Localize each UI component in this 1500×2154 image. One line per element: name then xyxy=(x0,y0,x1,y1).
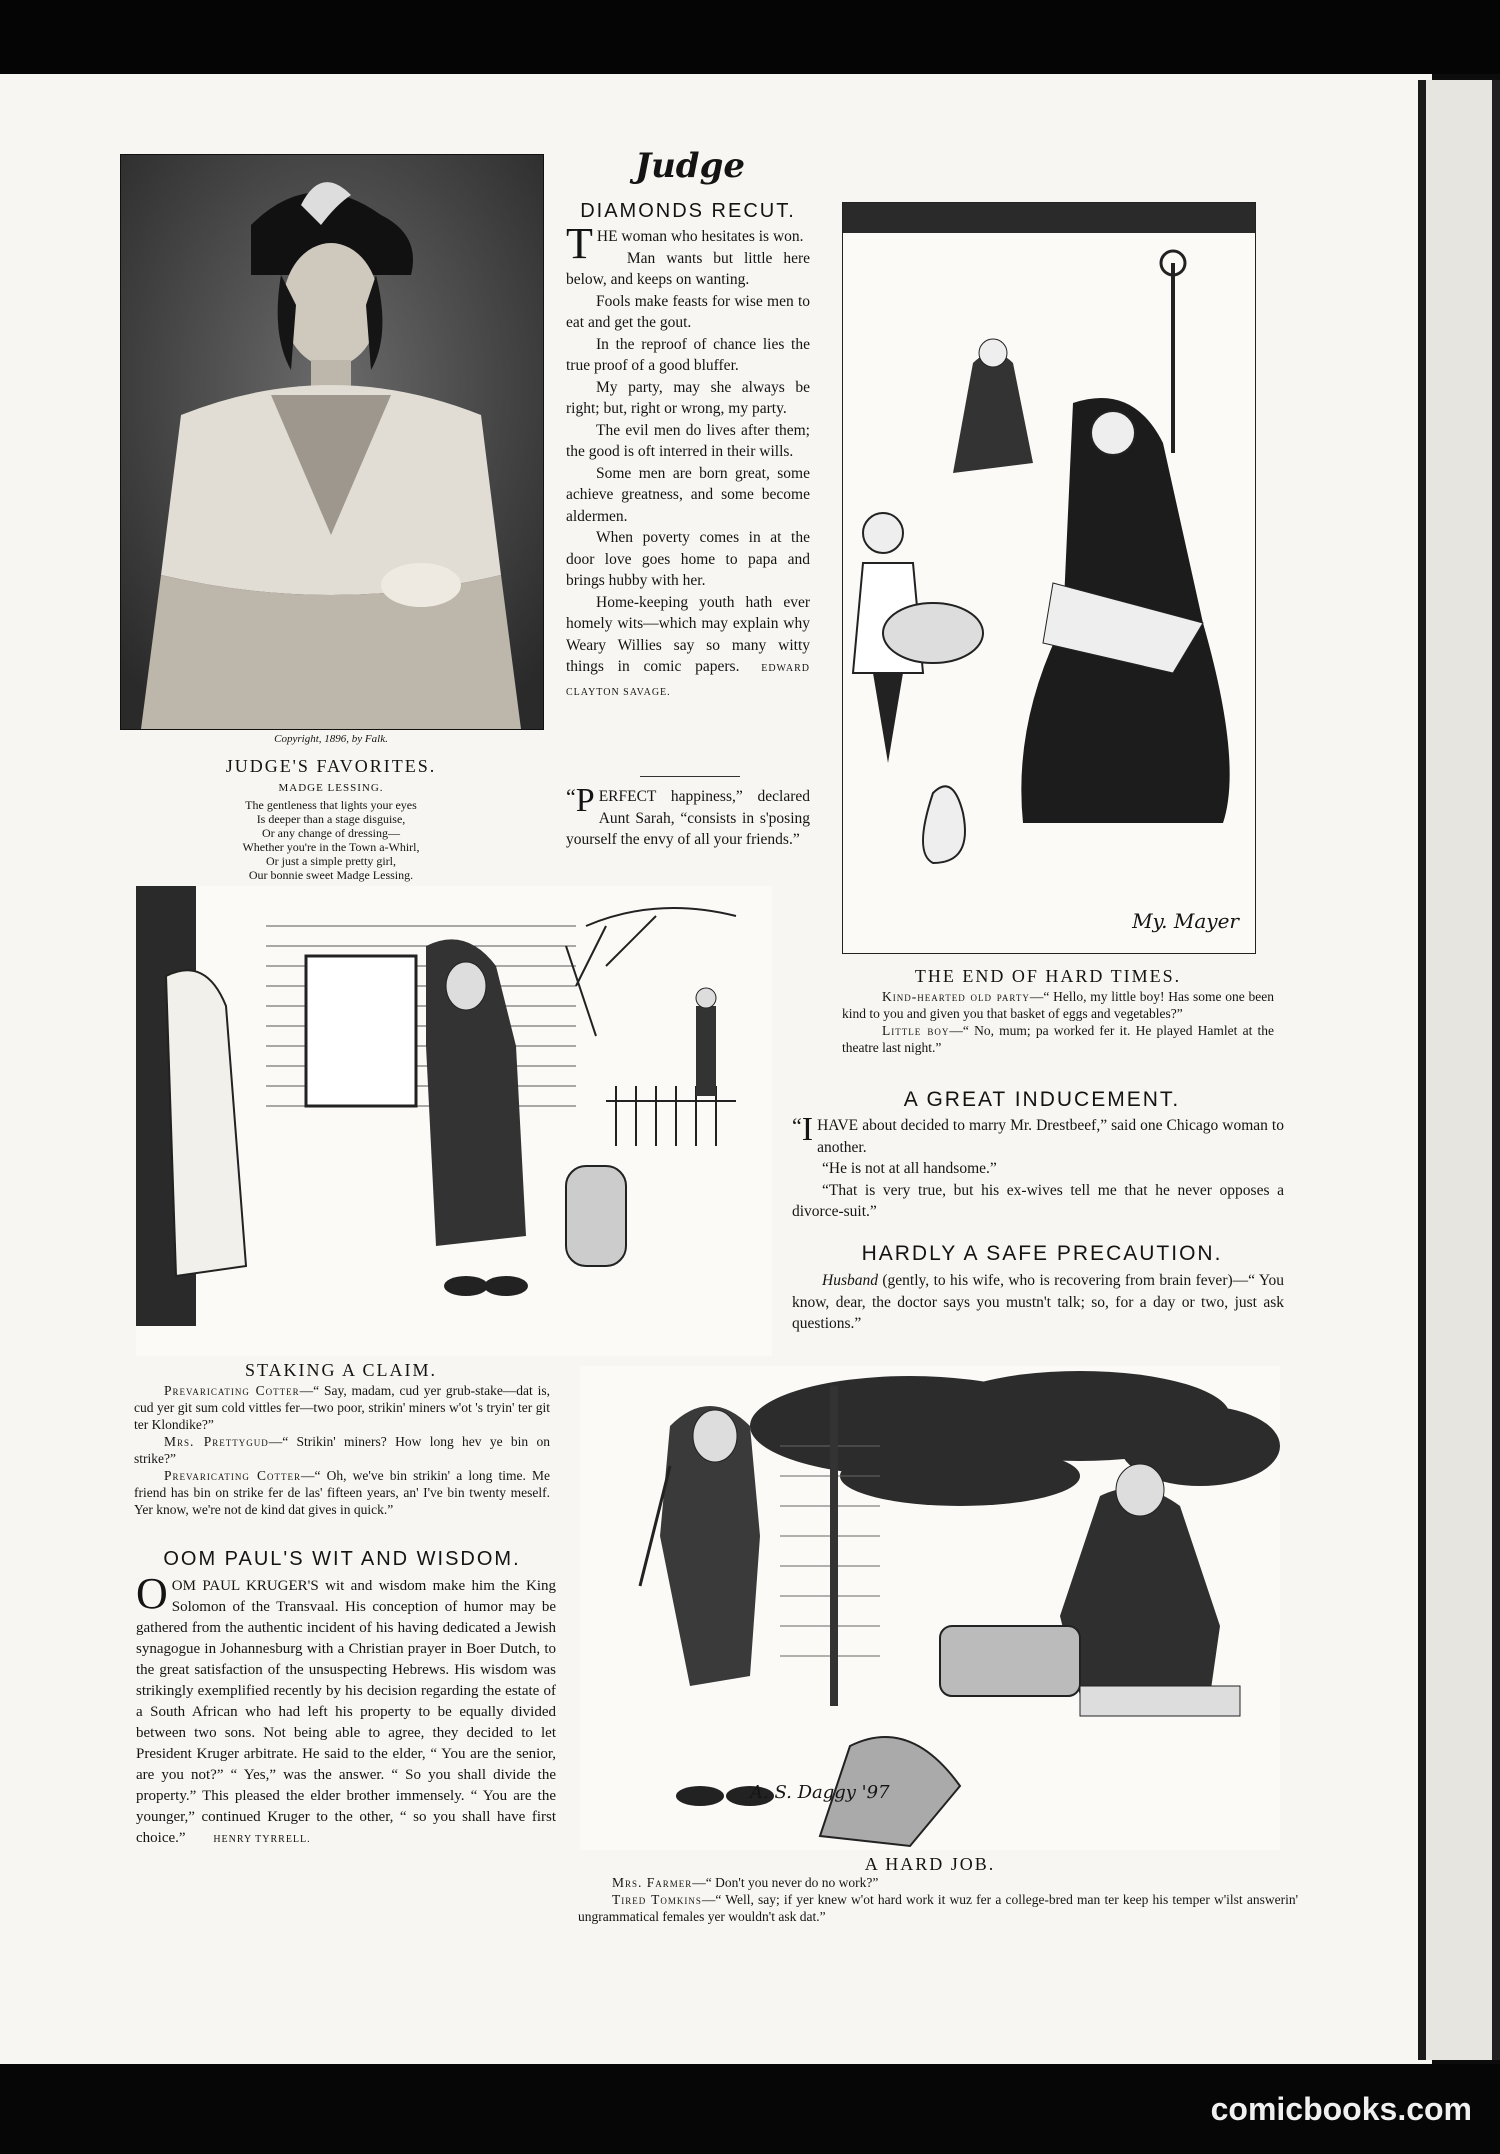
oom-author: HENRY TYRRELL. xyxy=(213,1834,311,1845)
diamonds-first xyxy=(566,219,810,268)
page-spine xyxy=(1418,80,1426,2060)
inducement-line-1 xyxy=(792,1111,1284,1158)
staking-claim-dialogue xyxy=(134,1382,550,1518)
diamonds-paragraph: Some men are born great, some achieve greatness, and some become aldermen. xyxy=(566,464,810,525)
claim-line-1 xyxy=(134,1382,550,1433)
inducement-body xyxy=(792,1111,1284,1223)
hard-job-dialogue xyxy=(578,1874,1298,1925)
portrait-photo xyxy=(120,154,544,730)
diamonds-body xyxy=(566,219,810,703)
perfect-open-quote: “ xyxy=(566,784,576,809)
hard-job-title: A HARD JOB. xyxy=(864,1854,996,1874)
photo-copyright: Copyright, 1896, by Falk. xyxy=(274,733,388,745)
diamonds-paragraph: My party, may she always be right; but, right or wrong, my party. xyxy=(566,378,810,417)
end-hard-times-line-1 xyxy=(842,988,1274,1022)
speaker-name: Prevaricating Cotter xyxy=(164,1468,301,1483)
hard-job-line-1 xyxy=(578,1874,1298,1891)
precaution-dialogue: (gently, to his wife, who is recovering from brain fever)—“ You know, dear, the doctor says you mustn't talk; so, for a day or two, just ask questions.” xyxy=(792,1272,1284,1332)
diamonds-paragraph xyxy=(566,592,810,704)
inducement-title: A GREAT INDUCEMENT. xyxy=(903,1088,1181,1111)
hard-job-line-2 xyxy=(578,1891,1298,1925)
inducement-dropcap: I xyxy=(801,1111,814,1148)
speaker-name: Mrs. Prettygud xyxy=(164,1434,269,1449)
inducement-line-2: “He is not at all handsome.” xyxy=(822,1160,997,1177)
top-scan-border xyxy=(0,0,1500,74)
staking-claim-title: STAKING A CLAIM. xyxy=(244,1360,438,1380)
farm-scene-drawing xyxy=(580,1366,1280,1850)
precaution-speaker: Husband xyxy=(822,1272,878,1289)
speaker-name: Tired Tomkins xyxy=(612,1892,702,1907)
diamonds-title: DIAMONDS RECUT. xyxy=(580,200,796,222)
diamonds-paragraph: The evil men do lives after them; the good is oft interred in their wills. xyxy=(566,421,810,460)
precaution-body xyxy=(792,1270,1284,1335)
dialogue-text: —“ Hello, my little boy! Has some one been kind to you and given you that basket of eggs and vegetables?” xyxy=(842,989,1274,1021)
photo-verse: The gentleness that lights your eyes Is deeper than a stage disguise, Or any change of dressing— Whether you're in the Town a-Whirl, Or just a simple pretty girl, Our bonnie sweet Madge Lessing. xyxy=(242,798,420,882)
dialogue-text: —“ No, mum; pa worked fer it. He played Hamlet at the theatre last night.” xyxy=(842,1023,1274,1055)
masthead: Judge xyxy=(635,146,745,186)
watermark: comicbooks.com xyxy=(1210,2091,1472,2127)
oom-text: OM PAUL KRUGER'S wit and wisdom make him the King Solomon of the Transvaal. His conception of humor may be gathered from the authentic incident of his having dedicated a Jewish synagogue in Johannesburg with a Christian prayer in Boer Dutch, to the great satisfaction of the unsuspecting Hebrews. His wisdom was strikingly exemplified recently by his decision regarding the estate of a South African who had left his property to be equally divided between two sons. Not being able to agree, they decided to let President Kruger arbitrate. He said to the elder, “ You are the senior, are you not?” “ Yes,” was the answer. “ So you shall divide the property.” This pleased the elder brother immensely. “ You are the younger,” continued Kruger to the other, “ so you shall have first choice.” xyxy=(136,1578,556,1846)
staking-claim-illustration xyxy=(136,886,772,1356)
diamonds-paragraph: When poverty comes in at the door love goes home to papa and brings hubby with her. xyxy=(566,529,810,589)
end-hard-times-illustration xyxy=(842,202,1256,954)
dialogue-text: —“ Well, say; if yer knew w'ot hard work it wuz fer a college-bred man ter keep his temper w'ilst answerin' ungrammatical females yer wouldn't ask dat.” xyxy=(578,1892,1298,1924)
oom-title: OOM PAUL'S WIT AND WISDOM. xyxy=(163,1548,521,1570)
divider-rule xyxy=(640,776,740,777)
claim-line-2 xyxy=(134,1433,550,1467)
dialogue-text: —“ Strikin' miners? How long hev ye bin on strike?” xyxy=(134,1434,550,1466)
diamonds-paragraph: Man wants but little here below, and keeps on wanting. xyxy=(566,249,810,288)
diamonds-author: EDWARD CLAYTON SAVAGE. xyxy=(566,663,810,698)
end-hard-times-signature: My. Mayer xyxy=(1132,909,1239,933)
speaker-name: Mrs. Farmer xyxy=(612,1875,693,1890)
precaution-title: HARDLY A SAFE PRECAUTION. xyxy=(861,1242,1223,1265)
portrait-illustration xyxy=(121,155,543,729)
speaker-name: Prevaricating Cotter xyxy=(164,1383,300,1398)
diamonds-last-text: Home-keeping youth hath ever homely wits—which may explain why Weary Willies say so many witty things in comic papers. xyxy=(566,593,810,675)
next-page-edge xyxy=(1426,80,1500,2060)
photo-caption-subject: MADGE LESSING. xyxy=(278,782,384,794)
dialogue-text: —“ Say, madam, cud yer grub-stake—dat is, cud yer git sum cold vittles fer—two poor, strikin' miners w'ot 's tryin' ter git ter Klondike?” xyxy=(134,1383,550,1432)
claim-line-3 xyxy=(134,1467,550,1518)
hard-job-signature: A. S. Daggy '97 xyxy=(750,1782,890,1803)
inducement-open-quote: “ xyxy=(792,1113,802,1138)
bottom-scan-border xyxy=(0,2064,1500,2154)
photo-caption-title: JUDGE'S FAVORITES. xyxy=(225,756,437,776)
end-hard-times-dialogue xyxy=(842,988,1274,1056)
end-hard-times-line-2 xyxy=(842,1022,1274,1056)
street-scene-drawing xyxy=(843,203,1255,953)
oom-dropcap: O xyxy=(136,1569,168,1618)
dialogue-text: —“ Don't you never do no work?” xyxy=(692,1875,879,1890)
oom-body xyxy=(136,1569,556,1850)
end-hard-times-title: THE END OF HARD TIMES. xyxy=(914,966,1182,986)
perfect-text: ERFECT happiness,” declared Aunt Sarah, “consists in s'posing yourself the envy of all your friends.” xyxy=(566,788,810,848)
diamonds-dropcap: T xyxy=(566,219,593,268)
diamonds-paragraph: Fools make feasts for wise men to eat and get the gout. xyxy=(566,292,810,331)
speaker-name: Little boy xyxy=(882,1023,950,1038)
house-scene-drawing xyxy=(136,886,772,1356)
inducement-line-3: “That is very true, but his ex-wives tell me that he never opposes a divorce-suit.” xyxy=(792,1181,1284,1220)
hard-job-illustration xyxy=(580,1366,1280,1850)
right-scan-border xyxy=(1492,80,1500,2060)
diamonds-first-text: HE woman who hesitates is won. xyxy=(596,228,804,245)
precaution-text xyxy=(792,1270,1284,1335)
dialogue-text: —“ Oh, we've bin strikin' a long time. Me friend has bin on strike fer de las' fifteen years, an' I've bin twenty meself. Yer know, we're not de kind dat gives in quick.” xyxy=(134,1468,550,1517)
perfect-paragraph xyxy=(566,782,810,851)
diamonds-paragraph: In the reproof of chance lies the true proof of a good bluffer. xyxy=(566,335,810,374)
perfect-dropcap: P xyxy=(575,782,595,819)
speaker-name: Kind-hearted old party xyxy=(882,989,1030,1004)
inducement-text: HAVE about decided to marry Mr. Drestbeef,” said one Chicago woman to another. xyxy=(817,1117,1284,1156)
